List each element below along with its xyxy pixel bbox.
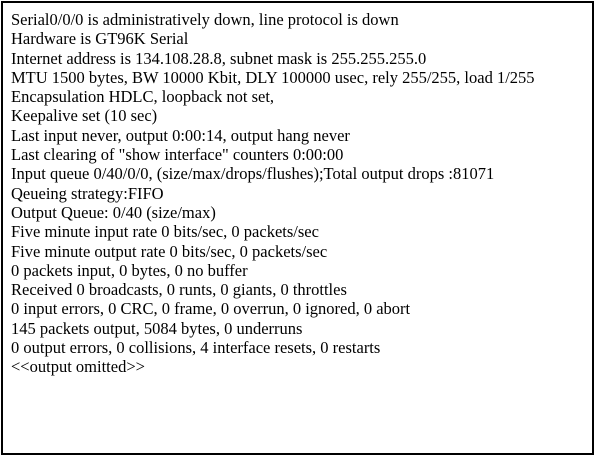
output-line-keepalive: Keepalive set (10 sec) xyxy=(11,106,158,126)
output-line-packets-output: 145 packets output, 5084 bytes, 0 underruns xyxy=(11,318,303,338)
output-line-queueing-strategy: Qeueing strategy:FIFO xyxy=(11,183,164,203)
output-line-output-queue: Output Queue: 0/40 (size/max) xyxy=(11,202,216,222)
output-line-input-queue: Input queue 0/40/0/0, (size/max/drops/flushes);Total output drops :81071 xyxy=(11,164,495,184)
output-frame xyxy=(1,1,594,455)
output-line-address: Internet address is 134.108.28.8, subnet mask is 255.255.255.0 xyxy=(11,48,427,68)
output-line-omitted: <<output omitted>> xyxy=(11,357,145,377)
output-line-packets-input: 0 packets input, 0 bytes, 0 no buffer xyxy=(11,260,248,280)
output-line-input-errors: 0 input errors, 0 CRC, 0 frame, 0 overrun, 0 ignored, 0 abort xyxy=(11,299,411,319)
output-line-output-rate: Five minute output rate 0 bits/sec, 0 packets/sec xyxy=(11,241,328,261)
output-line-status: Serial0/0/0 is administratively down, line protocol is down xyxy=(11,10,399,29)
output-line-last-clearing: Last clearing of "show interface" counters 0:00:00 xyxy=(11,145,344,165)
output-line-received: Received 0 broadcasts, 0 runts, 0 giants, 0 throttles xyxy=(11,280,347,300)
output-line-encapsulation: Encapsulation HDLC, loopback not set, xyxy=(11,87,275,107)
output-line-mtu: MTU 1500 bytes, BW 10000 Kbit, DLY 100000 usec, rely 255/255, load 1/255 xyxy=(11,67,535,87)
output-line-last-input: Last input never, output 0:00:14, output hang never xyxy=(11,125,350,145)
output-line-input-rate: Five minute input rate 0 bits/sec, 0 packets/sec xyxy=(11,222,319,242)
show-interface-output xyxy=(11,10,588,377)
output-line-output-errors: 0 output errors, 0 collisions, 4 interface resets, 0 restarts xyxy=(11,338,381,358)
output-line-hardware: Hardware is GT96K Serial xyxy=(11,29,189,49)
